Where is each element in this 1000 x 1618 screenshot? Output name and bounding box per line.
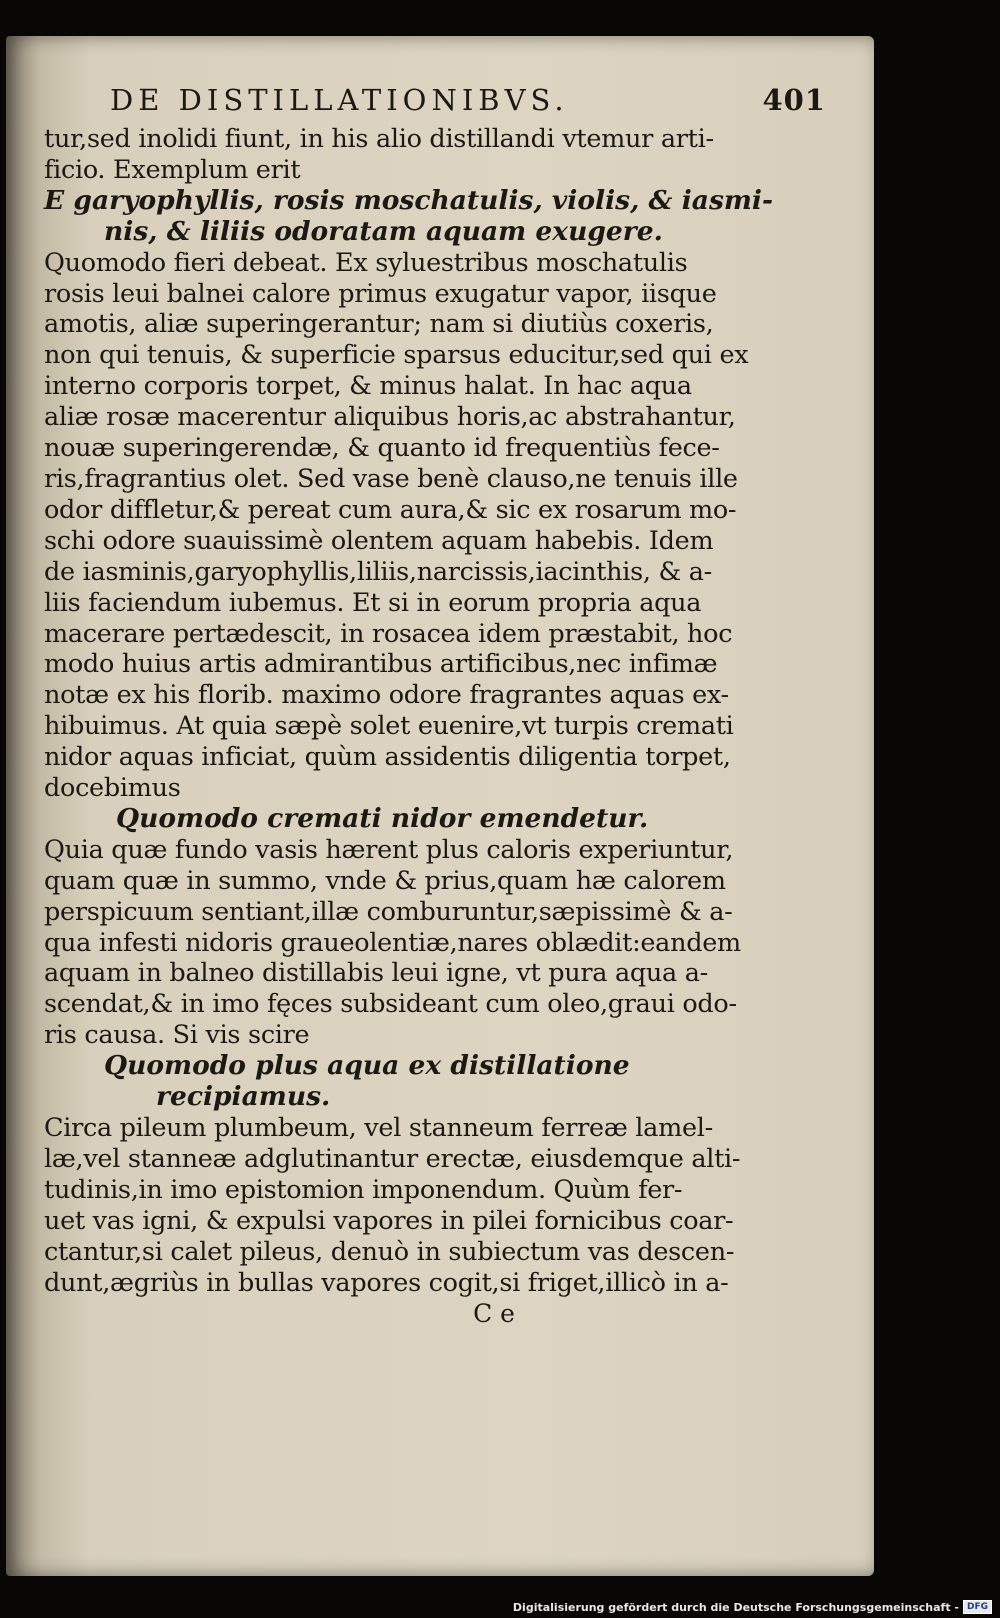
text-line: aquam in balneo distillabis leui igne, vt pura aqua a- [44, 958, 708, 989]
text-line: ficio. Exemplum erit [44, 154, 301, 185]
text-line: tur,sed inolidi fiunt, in his alio distillandi vtemur arti- [44, 124, 714, 154]
text-line: dunt,ægriùs in bullas vapores cogit,si friget,illicò in a- [44, 1267, 729, 1298]
text-line: læ,vel stanneæ adglutinantur erectæ, eiusdemque alti- [44, 1143, 741, 1174]
text-line: quam quæ in summo, vnde & prius,quam hæ calorem [44, 865, 726, 896]
text-line: rosis leui balnei calore primus exugatur vapor, iisque [44, 278, 717, 309]
text-line: docebimus [44, 773, 181, 804]
text-line: perspicuum sentiant,illæ comburuntur,sæpissimè & a- [44, 896, 733, 927]
text-line: macerare pertædescit, in rosacea idem præstabit, hoc [44, 618, 733, 649]
text-line: Quomodo fieri debeat. Ex syluestribus moschatulis [44, 247, 688, 278]
text-line: uet vas igni, & expulsi vapores in pilei fornicibus coar- [44, 1205, 734, 1236]
text-line: de iasminis,garyophyllis,liliis,narcissis,iacinthis, & a- [44, 556, 712, 587]
page-number: 401 [762, 83, 826, 117]
text-line: liis faciendum iubemus. Et si in eorum propria aqua [44, 587, 702, 618]
text-line: notæ ex his florib. maximo odore fragrantes aquas ex- [44, 680, 729, 711]
page-text [44, 76, 834, 1330]
section-heading: recipiamus. [156, 1081, 331, 1113]
text-line: scendat,& in imo fęces subsideant cum oleo,graui odo- [44, 989, 737, 1020]
text-line: odor diffletur,& pereat cum aura,& sic ex rosarum mo- [44, 494, 737, 525]
running-head [44, 76, 834, 124]
credit-text: Digitalisierung gefördert durch die Deutsche Forschungsgemeinschaft - [512, 1600, 959, 1614]
catchword: C e [473, 1299, 515, 1329]
text-line: nouæ superingerendæ, & quanto id frequentiùs fece- [44, 433, 720, 464]
text-line: Circa pileum plumbeum, vel stanneum ferreæ lamel- [44, 1113, 713, 1143]
text-line: amotis, aliæ superingerantur; nam si diutiùs coxeris, [44, 309, 714, 340]
section-heading: E garyophyllis, rosis moschatulis, violis, & iasmi- [44, 184, 773, 216]
text-line: non qui tenuis, & superficie sparsus educitur,sed qui ex [44, 340, 749, 371]
text-line: ris,fragrantius olet. Sed vase benè clauso,ne tenuis ille [44, 463, 738, 494]
text-line: schi odore suauissimè olentem aquam habebis. Idem [44, 525, 714, 556]
text-line: Quia quæ fundo vasis hærent plus caloris experiuntur, [44, 834, 734, 865]
text-line: tudinis,in imo epistomion imponendum. Quùm fer- [44, 1174, 683, 1205]
text-line: nidor aquas inficiat, quùm assidentis diligentia torpet, [44, 742, 731, 773]
text-line: aliæ rosæ macerentur aliquibus horis,ac abstrahantur, [44, 402, 736, 433]
digitization-credit [513, 1600, 992, 1614]
dfg-logo: DFG [963, 1600, 992, 1614]
section-heading: nis, & liliis odoratam aquam exugere. [104, 215, 663, 247]
running-title: DE DISTILLATIONIBVS. [110, 83, 569, 117]
section-heading: Quomodo cremati nidor emendetur. [116, 802, 649, 834]
text-lines [44, 124, 834, 1298]
text-line: ctantur,si calet pileus, denuò in subiectum vas descen- [44, 1236, 735, 1267]
text-line: qua infesti nidoris graueolentiæ,nares oblædit:eandem [44, 927, 741, 958]
text-line: ris causa. Si vis scire [44, 1020, 310, 1051]
section-heading: Quomodo plus aqua ex distillatione [104, 1050, 630, 1082]
text-line: hibuimus. At quia sæpè solet euenire,vt turpis cremati [44, 711, 734, 742]
text-line: modo huius artis admirantibus artificibus,nec infimæ [44, 649, 718, 680]
text-line: interno corporis torpet, & minus halat. In hac aqua [44, 371, 692, 402]
book-page [6, 36, 874, 1576]
